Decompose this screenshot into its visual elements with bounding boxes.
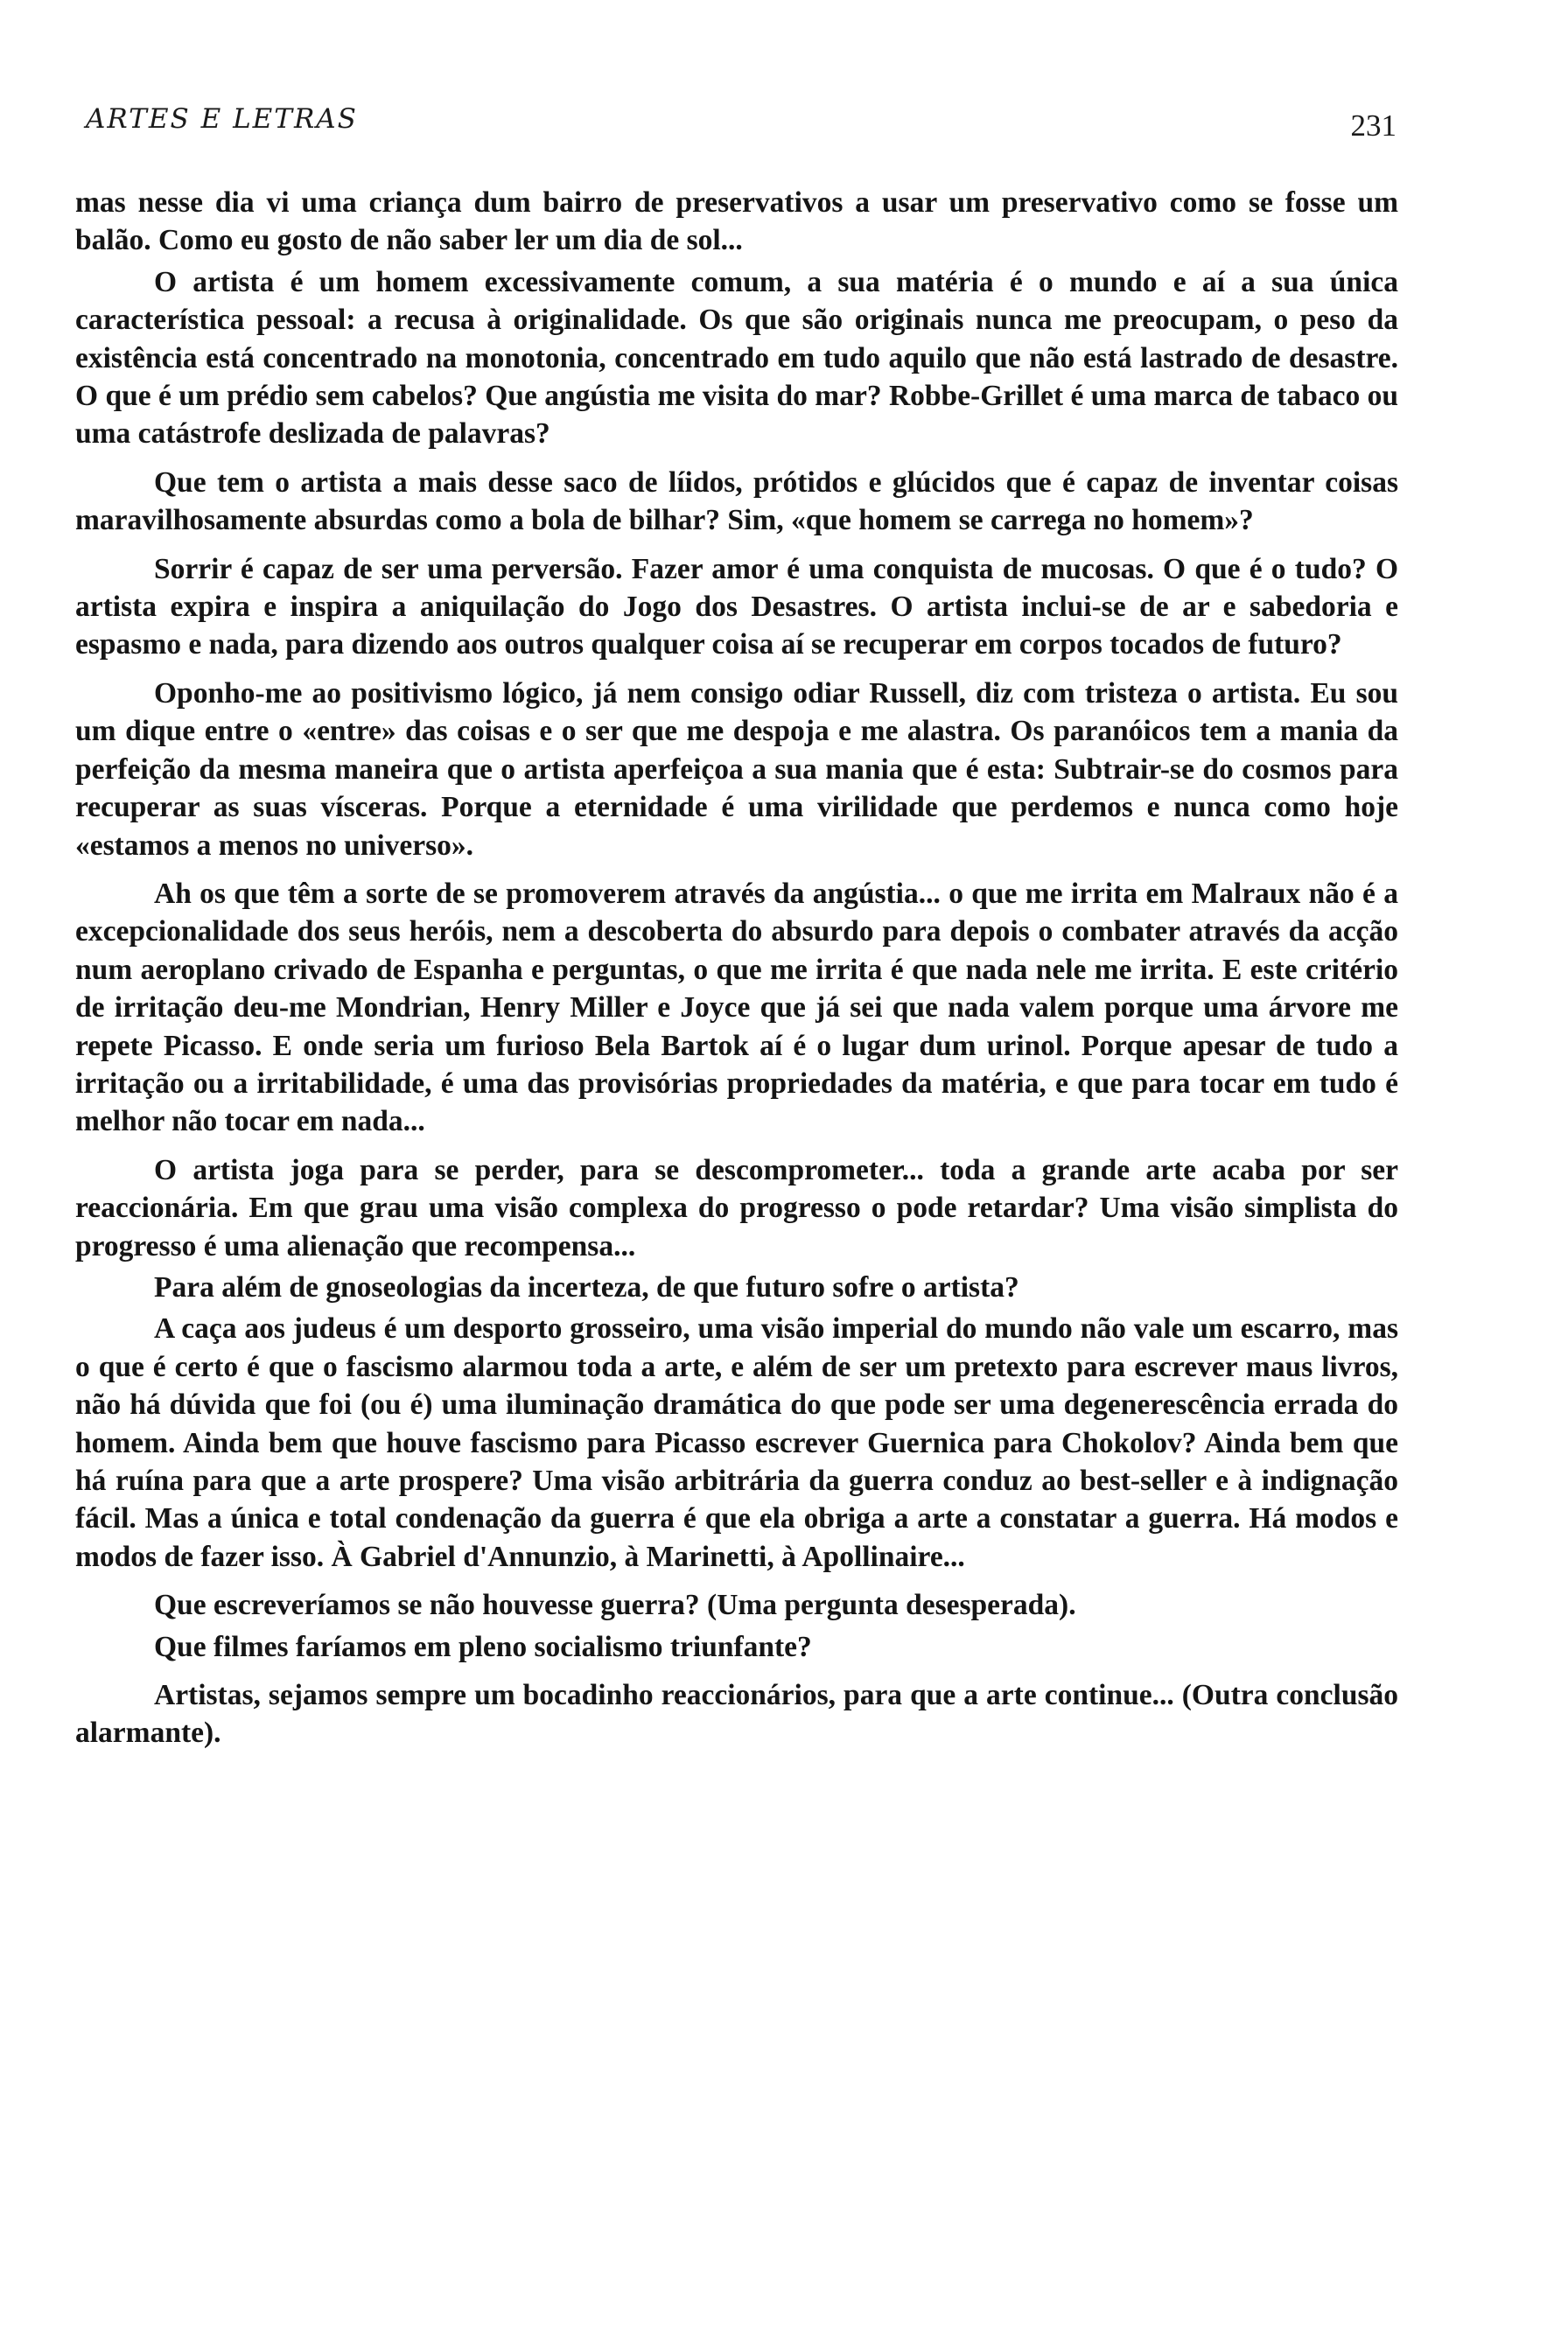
paragraph: Que tem o artista a mais desse saco de líidos, prótidos e glúcidos que é capaz de inventar coisas maravilhosamente absurdas como a bola de bilhar? Sim, «que homem se carrega no homem»? (75, 465, 1398, 537)
paragraph: Sorrir é capaz de ser uma perversão. Fazer amor é uma conquista de mucosas. O que é o tudo? O artista expira e inspira a aniquilação do Jogo dos Desastres. O artista inclui-se de ar e sabedoria e espasmo e nada, para dizendo aos outros qualquer coisa aí se recuperar em corpos tocados de futuro? (75, 552, 1398, 661)
paragraph: O artista joga para se perder, para se descomprometer... toda a grande arte acaba por ser reaccionária. Em que grau uma visão complexa do progresso o pode retardar? Uma visão simplista do progresso é uma alienação que recompensa... (75, 1153, 1398, 1262)
body-text (75, 184, 1398, 1763)
paragraph: Oponho-me ao positivismo lógico, já nem consigo odiar Russell, diz com tristeza o artista. Eu sou um dique entre o «entre» das coisas e o ser que me despoja e me alastra. Os paranóicos tem a mania da perfeição da mesma maneira que o artista aperfeiçoa a sua mania que é esta: Subtrair-se do cosmos para recuperar as suas vísceras. Porque a eternidade é uma virilidade que perdemos e nunca como hoje «estamos a menos no universo». (75, 676, 1398, 862)
paragraph: O artista é um homem excessivamente comum, a sua matéria é o mundo e aí a sua única característica pessoal: a recusa à originalidade. Os que são originais nunca me preocupam, o peso da existência está concentrado na monotonia, concentrado em tudo aquilo que não está lastrado de desastre. O que é um prédio sem cabelos? Que angústia me visita do mar? Robbe-Grillet é uma marca de tabaco ou uma catástrofe deslizada de palavras? (75, 265, 1398, 451)
paragraph: Para além de gnoseologias da incerteza, de que futuro sofre o artista? (154, 1270, 1019, 1304)
paragraph: mas nesse dia vi uma criança dum bairro de preservativos a usar um preservativo como se fosse um balão. Como eu gosto de não saber ler um dia de sol... (75, 186, 1398, 257)
paragraph: Ah os que têm a sorte de se promoverem através da angústia... o que me irrita em Malraux não é a excepcionalidade dos seus heróis, nem a descoberta do absurdo para depois o combater através da acção num aeroplano crivado de Espanha e perguntas, o que me irrita é que nada nele me irrita. E este critério de irritação deu-me Mondrian, Henry Miller e Joyce que já sei que nada valem porque uma árvore me repete Picasso. E onde seria um furioso Bela Bartok aí é o lugar dum urinol. Porque apesar de tudo a irritação ou a irritabilidade, é uma das provisórias propriedades da matéria, e que para tocar em tudo é melhor não tocar em nada... (75, 877, 1398, 1138)
paragraph: Que filmes faríamos em pleno socialismo triunfante? (154, 1630, 812, 1663)
running-head: ARTES E LETRAS (86, 103, 358, 135)
paragraph: Que escreveríamos se não houvesse guerra? (Uma pergunta desesperada). (154, 1589, 1076, 1622)
page-header (86, 96, 1396, 149)
page-number: 231 (1350, 108, 1396, 143)
paragraph: A caça aos judeus é um desporto grosseiro, uma visão imperial do mundo não vale um escarro, mas o que é certo é que o fascismo alarmou toda a arte, e além de ser um pretexto para escrever maus livros, não há dúvida que foi (ou é) uma iluminação dramática do que pode ser uma degenerescência errada do homem. Ainda bem que houve fascismo para Picasso escrever Guernica para Chokolov? Ainda bem que há ruína para que a arte prospere? Uma visão arbitrária da guerra conduz ao best-seller e à indignação fácil. Mas a única e total condenação da guerra é que ela obriga a arte a constatar a guerra. Há modos e modos de fazer isso. À Gabriel d'Annunzio, à Marinetti, à Apollinaire... (75, 1312, 1398, 1573)
paragraph: Artistas, sejamos sempre um bocadinho reaccionários, para que a arte continue... (Outra conclusão alarmante). (75, 1679, 1398, 1750)
